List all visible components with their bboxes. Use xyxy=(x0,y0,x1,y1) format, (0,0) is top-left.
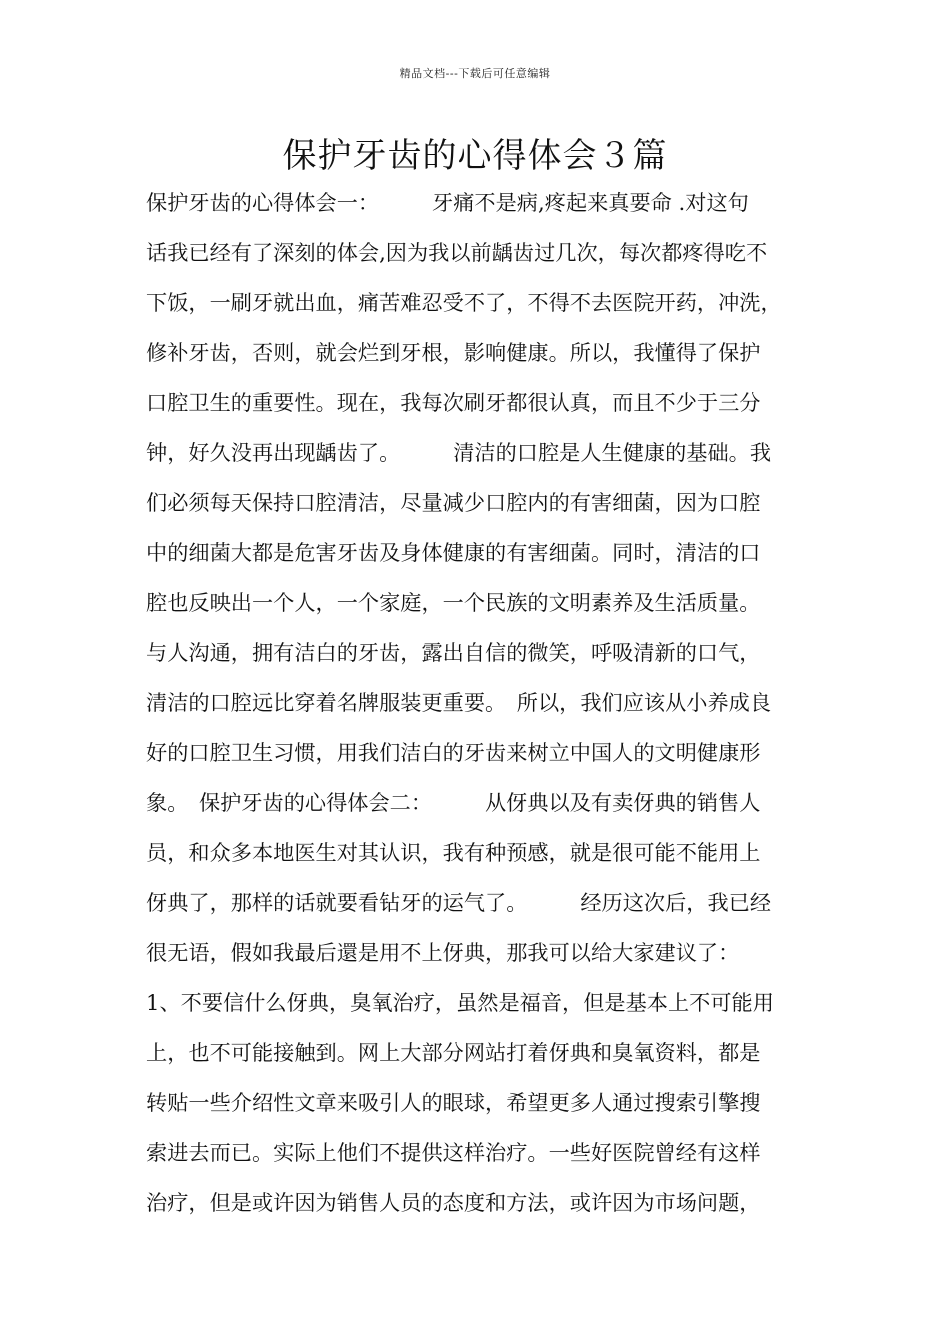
body-line: 口腔卫生的重要性。现在，我每次刷牙都很认真，而且不少于三分 xyxy=(146,390,761,415)
body-line: 腔也反映出一个人，一个家庭，一个民族的文明素养及生活质量。 xyxy=(146,590,761,615)
header-note: 精品文档---下载后可任意编辑 xyxy=(399,67,551,80)
body-line: 好的口腔卫生习惯，用我们洁白的牙齿来树立中国人的文明健康形 xyxy=(146,740,761,765)
body-line: 话我已经有了深刻的体会,因为我以前龋齿过几次，每次都疼得吃不 xyxy=(146,240,768,265)
document-title: 保护牙齿的心得体会３篇 xyxy=(282,136,668,176)
body-line: 索进去而已。实际上他们不提供这样治疗。一些好医院曾经有这样 xyxy=(146,1140,761,1165)
body-line: 象。 保护牙齿的心得体会二： 从伢典以及有卖伢典的销售人 xyxy=(146,790,761,815)
body-line: 1、不要信什么伢典，臭氧治疗，虽然是福音，但是基本上不可能用 xyxy=(146,990,774,1015)
body-line: 转贴一些介绍性文章来吸引人的眼球，希望更多人通过搜索引擎搜 xyxy=(146,1090,761,1115)
body-line: 与人沟通，拥有洁白的牙齿，露出自信的微笑，呼吸清新的口气， xyxy=(146,640,761,665)
body-line: 很无语，假如我最后還是用不上伢典，那我可以给大家建议了： xyxy=(146,940,740,965)
body-line: 修补牙齿，否则，就会烂到牙根，影响健康。所以，我懂得了保护 xyxy=(146,340,761,365)
document-body xyxy=(146,178,826,1228)
body-line: 治疗，但是或许因为销售人员的态度和方法，或许因为市场问题， xyxy=(146,1190,761,1215)
body-line: 钟，好久没再出现龋齿了。 清洁的口腔是人生健康的基础。我 xyxy=(146,440,772,465)
body-line: 上，也不可能接触到。网上大部分网站打着伢典和臭氧资料，都是 xyxy=(146,1040,761,1065)
body-line: 伢典了，那样的话就要看钻牙的运气了。 经历这次后，我已经 xyxy=(146,890,772,915)
body-line: 们必须每天保持口腔清洁，尽量减少口腔内的有害细菌，因为口腔 xyxy=(146,490,761,515)
body-line: 中的细菌大都是危害牙齿及身体健康的有害细菌。同时，清洁的口 xyxy=(146,540,761,565)
body-line: 保护牙齿的心得体会一： 牙痛不是病,疼起来真要命 .对这句 xyxy=(146,190,749,215)
body-line: 下饭，一刷牙就出血，痛苦难忍受不了，不得不去医院开药，冲洗， xyxy=(146,290,782,315)
body-line: 清洁的口腔远比穿着名牌服装更重要。 所以，我们应该从小养成良 xyxy=(146,690,772,715)
body-line: 员，和众多本地医生对其认识，我有种预感，就是很可能不能用上 xyxy=(146,840,761,865)
